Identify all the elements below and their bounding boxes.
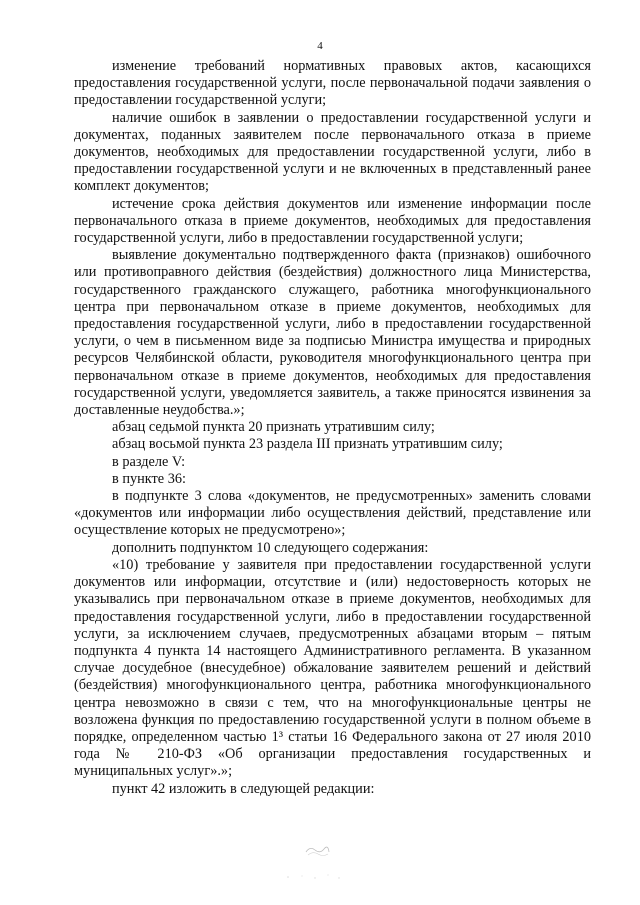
paragraph-section-v: в разделе V:: [112, 453, 186, 470]
scan-specks: [284, 872, 344, 882]
paragraph-abzac-23: абзац восьмой пункта 23 раздела III признать утратившим силу;: [112, 436, 503, 453]
paragraph-abzac-20: абзац седьмой пункта 20 признать утратившим силу;: [112, 419, 435, 436]
paragraph-subitem-10-text: «10) требование у заявителя при предоставлении государственной услуги документов или информации, отсутствие и (или) недостоверность которых не указывались при первоначальном отказе в приеме документов, необходимых для предоставления государственной услуги, либо в предоставлении государственной услуги, за исключением случаев, предусмотренных абзацами вторым – пятым подпункта 4 пункта 14 настоящего Административного регламента. В указанном случае досудебное (внесудебное) обжалование заявителем решений и действий (бездействия) многофункционального центра, работника многофункционального центра невозможно в связи с тем, что на многофункциональные центры не возложена функция по предоставлению государственной услуги в полном объеме в порядке, определенном частью 1³ статьи 16 Федерального закона от 27 июля 2010 года № 210-ФЗ «Об организации предоставления государственных и муниципальных услуг».»;: [74, 556, 591, 780]
document-body: [74, 58, 591, 798]
paragraph-add-subitem-10: дополнить подпунктом 10 следующего содержания:: [112, 539, 429, 556]
paragraph-subitem-3: в подпункте 3 слова «документов, не предусмотренных» заменить словами «документов или информации либо осуществления действий, представление или осуществление которых не предусмотрено»;: [74, 488, 591, 539]
paragraph-item-42: пункт 42 изложить в следующей редакции:: [112, 780, 375, 797]
paragraph-errors-in-application: наличие ошибок в заявлении о предоставлении государственной услуги и документах, поданных заявителем после первоначального отказа в приеме документов, необходимых для предоставлении государственной услуги, либо в предоставлении государственной услуги и не включенных в представленный ранее комплект документов;: [74, 109, 591, 195]
paragraph-requirements-change: изменение требований нормативных правовых актов, касающихся предоставления государственной услуги, после первоначальной подачи заявления о предоставлении государственной услуги;: [74, 58, 591, 109]
page-number: 4: [317, 40, 323, 52]
faint-stamp-mark: [304, 843, 330, 857]
paragraph-documents-expiry: истечение срока действия документов или изменение информации после первоначального отказа в приеме документов, необходимых для предоставления государственной услуги, либо в предоставлении государственной услуги;: [74, 195, 591, 247]
paragraph-item-36: в пункте 36:: [112, 470, 186, 487]
paragraph-erroneous-action: выявление документально подтвержденного факта (признаков) ошибочного или противоправного действия (бездействия) должностного лица Министерства, государственного гражданского служащего, работника многофункционального центра при первоначальном отказе в приеме документов, необходимых для предоставления государственной услуги, либо в предоставлении государственной услуги, о чем в письменном виде за подписью Министра имущества и природных ресурсов Челябинской области, руководителя многофункционального центра при первоначальном отказе в приеме документов, необходимых для предоставления государственной услуги, уведомляется заявитель, а также приносятся извинения за доставленные неудобства.»;: [74, 247, 591, 419]
